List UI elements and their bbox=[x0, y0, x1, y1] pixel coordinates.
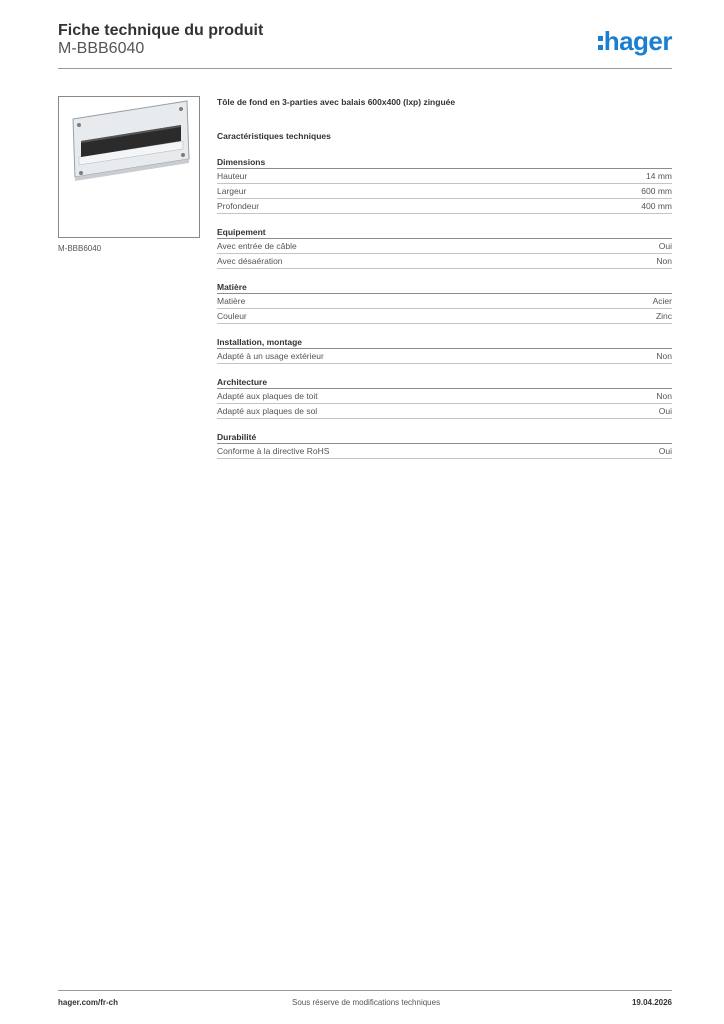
section-title: Equipement bbox=[217, 226, 672, 239]
spec-row bbox=[217, 349, 672, 364]
spec-label: Avec entrée de câble bbox=[217, 241, 297, 251]
spec-row bbox=[217, 309, 672, 324]
spec-row bbox=[217, 404, 672, 419]
section-title: Durabilité bbox=[217, 431, 672, 444]
section-installation bbox=[217, 336, 672, 364]
spec-value: Acier bbox=[652, 296, 672, 306]
spec-label: Avec désaération bbox=[217, 256, 283, 266]
spec-row bbox=[217, 444, 672, 459]
spec-label: Adapté à un usage extérieur bbox=[217, 351, 324, 361]
spec-row bbox=[217, 169, 672, 184]
logo-text: hager bbox=[603, 26, 672, 56]
spec-label: Conforme à la directive RoHS bbox=[217, 446, 330, 456]
spec-value: 400 mm bbox=[641, 201, 672, 211]
page-header bbox=[58, 20, 672, 68]
section-material bbox=[217, 281, 672, 324]
product-reference: M-BBB6040 bbox=[58, 40, 145, 57]
section-architecture bbox=[217, 376, 672, 419]
spec-value: Oui bbox=[658, 406, 672, 416]
spec-value: Non bbox=[656, 391, 672, 401]
base-plate-illustration bbox=[59, 97, 199, 237]
spec-label: Hauteur bbox=[217, 171, 248, 181]
footer-date: 19.04.2026 bbox=[631, 998, 672, 1007]
spec-label: Adapté aux plaques de sol bbox=[217, 406, 318, 416]
spec-value: 600 mm bbox=[641, 186, 672, 196]
spec-row bbox=[217, 184, 672, 199]
product-description: Tôle de fond en 3-parties avec balais 600x400 (lxp) zinguée bbox=[217, 97, 456, 107]
header-divider bbox=[58, 68, 672, 69]
product-details bbox=[217, 96, 672, 459]
spec-label: Largeur bbox=[217, 186, 247, 196]
spec-label: Matière bbox=[217, 296, 246, 306]
section-dimensions bbox=[217, 156, 672, 214]
spec-label: Profondeur bbox=[217, 201, 260, 211]
section-equipment bbox=[217, 226, 672, 269]
spec-row bbox=[217, 389, 672, 404]
spec-row bbox=[217, 239, 672, 254]
spec-value: Non bbox=[656, 351, 672, 361]
hager-logo bbox=[598, 26, 672, 57]
spec-value: Non bbox=[656, 256, 672, 266]
section-title: Installation, montage bbox=[217, 336, 672, 349]
section-sustainability bbox=[217, 431, 672, 459]
footer-website-link[interactable]: hager.com/fr-ch bbox=[58, 998, 119, 1007]
spec-row bbox=[217, 199, 672, 214]
document-title: Fiche technique du produit bbox=[58, 22, 264, 39]
image-caption: M-BBB6040 bbox=[58, 244, 102, 253]
product-image bbox=[58, 96, 200, 238]
section-title: Dimensions bbox=[217, 156, 672, 169]
footer-disclaimer: Sous réserve de modifications techniques bbox=[292, 998, 441, 1007]
footer-divider bbox=[58, 990, 672, 991]
technical-heading: Caractéristiques techniques bbox=[217, 131, 331, 141]
spec-value: Oui bbox=[658, 446, 672, 456]
spec-label: Couleur bbox=[217, 311, 247, 321]
spec-row bbox=[217, 294, 672, 309]
spec-row bbox=[217, 254, 672, 269]
section-title: Matière bbox=[217, 281, 672, 294]
spec-label: Adapté aux plaques de toit bbox=[217, 391, 318, 401]
section-title: Architecture bbox=[217, 376, 672, 389]
spec-value: Oui bbox=[658, 241, 672, 251]
spec-value: Zinc bbox=[655, 311, 672, 321]
spec-value: 14 mm bbox=[646, 171, 672, 181]
